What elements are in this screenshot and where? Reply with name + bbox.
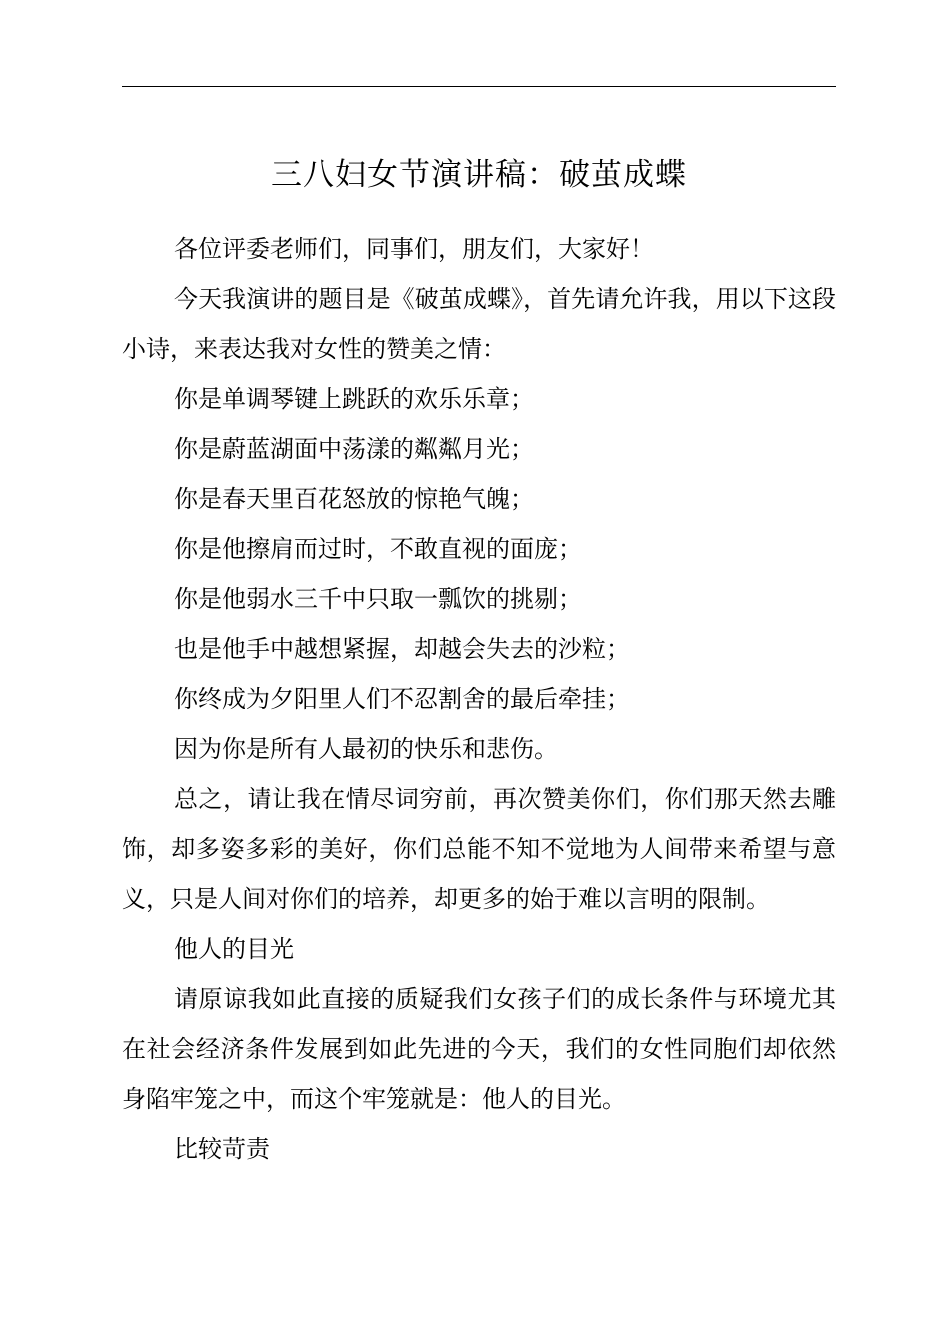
poem-line: 你终成为夕阳里人们不忍割舍的最后牵挂； — [174, 685, 630, 713]
poem-line: 你是他擦肩而过时，不敢直视的面庞； — [174, 535, 582, 563]
header-rule — [122, 86, 836, 87]
intro-paragraph: 今天我演讲的题目是《破茧成蝶》，首先请允许我，用以下这段小诗，来表达我对女性的赞美之情： — [122, 285, 836, 363]
poem-line: 也是他手中越想紧握，却越会失去的沙粒； — [174, 635, 630, 663]
section-heading: 他人的目光 — [174, 935, 294, 963]
document-title: 三八妇女节演讲稿：破茧成蝶 — [271, 157, 687, 193]
poem-line: 你是他弱水三千中只取一瓢饮的挑剔； — [174, 585, 582, 613]
section-heading: 比较苛责 — [174, 1135, 270, 1163]
poem-line: 你是蔚蓝湖面中荡漾的粼粼月光； — [174, 435, 534, 463]
poem-line: 你是单调琴键上跳跃的欢乐乐章； — [174, 385, 534, 413]
body-paragraph: 请原谅我如此直接的质疑我们女孩子们的成长条件与环境尤其在社会经济条件发展到如此先进的今天，我们的女性同胞们却依然身陷牢笼之中，而这个牢笼就是：他人的目光。 — [122, 985, 836, 1113]
poem-line: 因为你是所有人最初的快乐和悲伤。 — [174, 735, 558, 763]
greeting-paragraph: 各位评委老师们，同事们，朋友们，大家好！ — [174, 235, 654, 263]
document-body — [122, 224, 836, 1174]
poem-line: 你是春天里百花怒放的惊艳气魄； — [174, 485, 534, 513]
summary-paragraph: 总之，请让我在情尽词穷前，再次赞美你们，你们那天然去雕饰，却多姿多彩的美好，你们总能不知不觉地为人间带来希望与意义，只是人间对你们的培养，却更多的始于难以言明的限制。 — [122, 785, 836, 913]
